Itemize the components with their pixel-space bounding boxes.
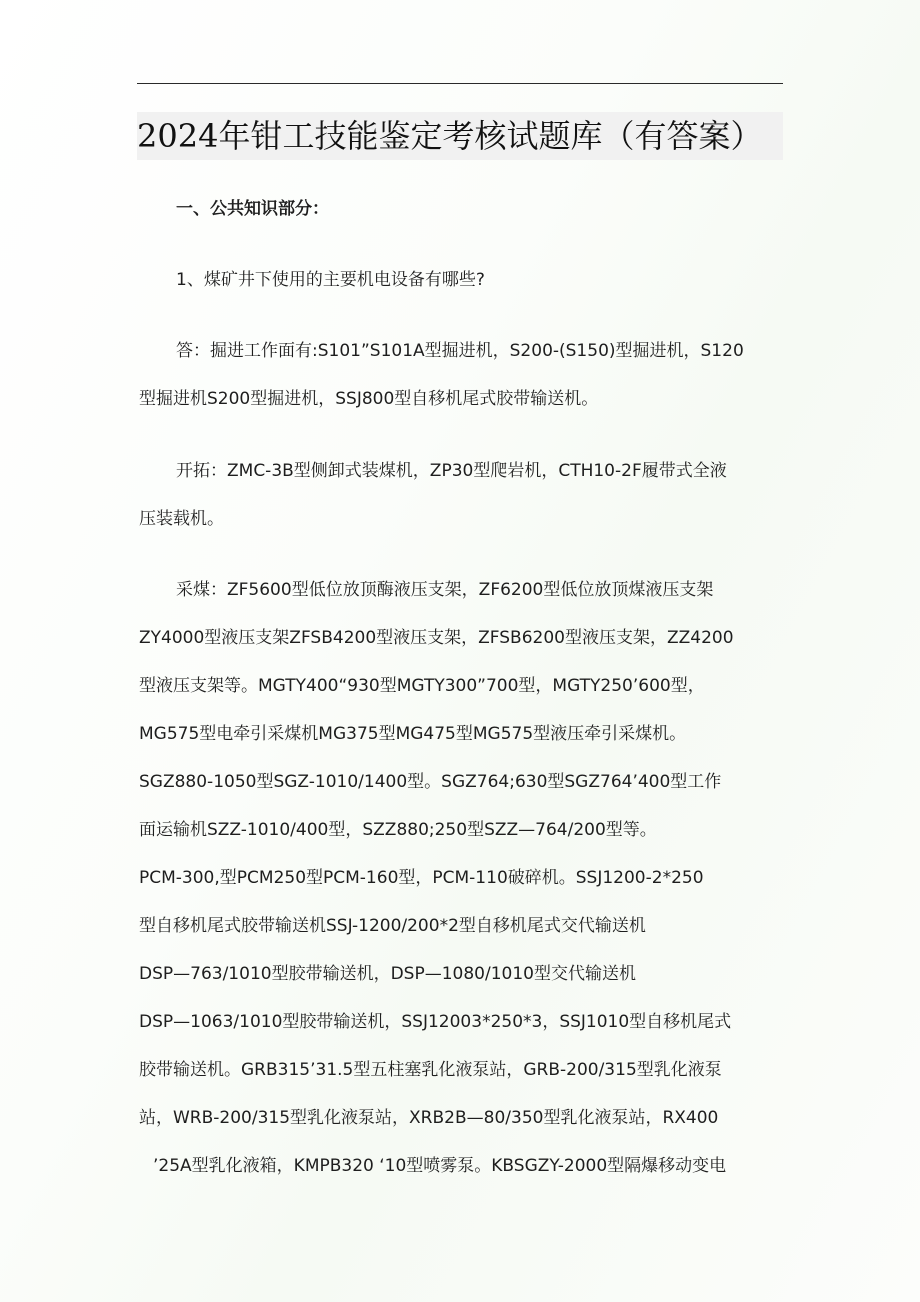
text-line: 型液压支架等。MGTY400“930型MGTY300”700型，MGTY250’600型， [139, 676, 705, 696]
text-line: 面运输机SZZ-1010/400型，SZZ880;250型SZZ—764/200型等。 [139, 820, 657, 840]
answer-paragraph [139, 327, 783, 423]
text-line: ’25A型乳化液箱，KMPB320 ‘10型喷雾泵。KBSGZY-2000型隔爆移动变电 [153, 1156, 727, 1176]
question-1: 1、煤矿井下使用的主要机电设备有哪些? [176, 270, 485, 290]
text-line: SGZ880-1050型SGZ-1010/1400型。SGZ764;630型SGZ764’400型工作 [139, 772, 722, 792]
text-line: 站，WRB-200/315型乳化液泵站，XRB2B—80/350型乳化液泵站，RX400 [139, 1108, 719, 1128]
section-heading: 一、公共知识部分： [176, 199, 329, 219]
text-line: PCM-300,型PCM250型PCM-160型，PCM-110破碎机。SSJ1200-2*250 [139, 868, 704, 888]
text-line: DSP—763/1010型胶带输送机，DSP—1080/1010型交代输送机 [139, 964, 636, 984]
text-line: 压装载机。 [139, 509, 224, 529]
text-line: MG575型电牵引采煤机MG375型MG475型MG575型液压牵引采煤机。 [139, 724, 687, 744]
text-line: 型自移机尾式胶带输送机SSJ-1200/200*2型自移机尾式交代输送机 [139, 916, 646, 936]
document-title: 2024年钳工技能鉴定考核试题库（有答案） [137, 112, 783, 160]
text-line: 采煤：ZF5600型低位放顶酶液压支架，ZF6200型低位放顶煤液压支架 [176, 580, 714, 600]
header-rule [137, 83, 783, 84]
text-line: 胶带输送机。GRB315’31.5型五柱塞乳化液泵站，GRB-200/315型乳化液泵 [139, 1060, 722, 1080]
text-line: 开拓：ZMC-3B型侧卸式装煤机，ZP30型爬岩机，CTH10-2F履带式全液 [176, 461, 727, 481]
text-line: 答：掘进工作面有:S101”S101A型掘进机，S200-(S150)型掘进机，S120 [176, 341, 744, 361]
text-line: 型掘进机S200型掘进机，SSJ800型自移机尾式胶带输送机。 [139, 389, 599, 409]
text-line: ZY4000型液压支架ZFSB4200型液压支架，ZFSB6200型液压支架，ZZ4200 [139, 628, 734, 648]
text-line: DSP—1063/1010型胶带输送机，SSJ12003*250*3，SSJ1010型自移机尾式 [139, 1012, 732, 1032]
kaituo-paragraph [139, 447, 783, 543]
caimei-paragraph [139, 566, 783, 1190]
